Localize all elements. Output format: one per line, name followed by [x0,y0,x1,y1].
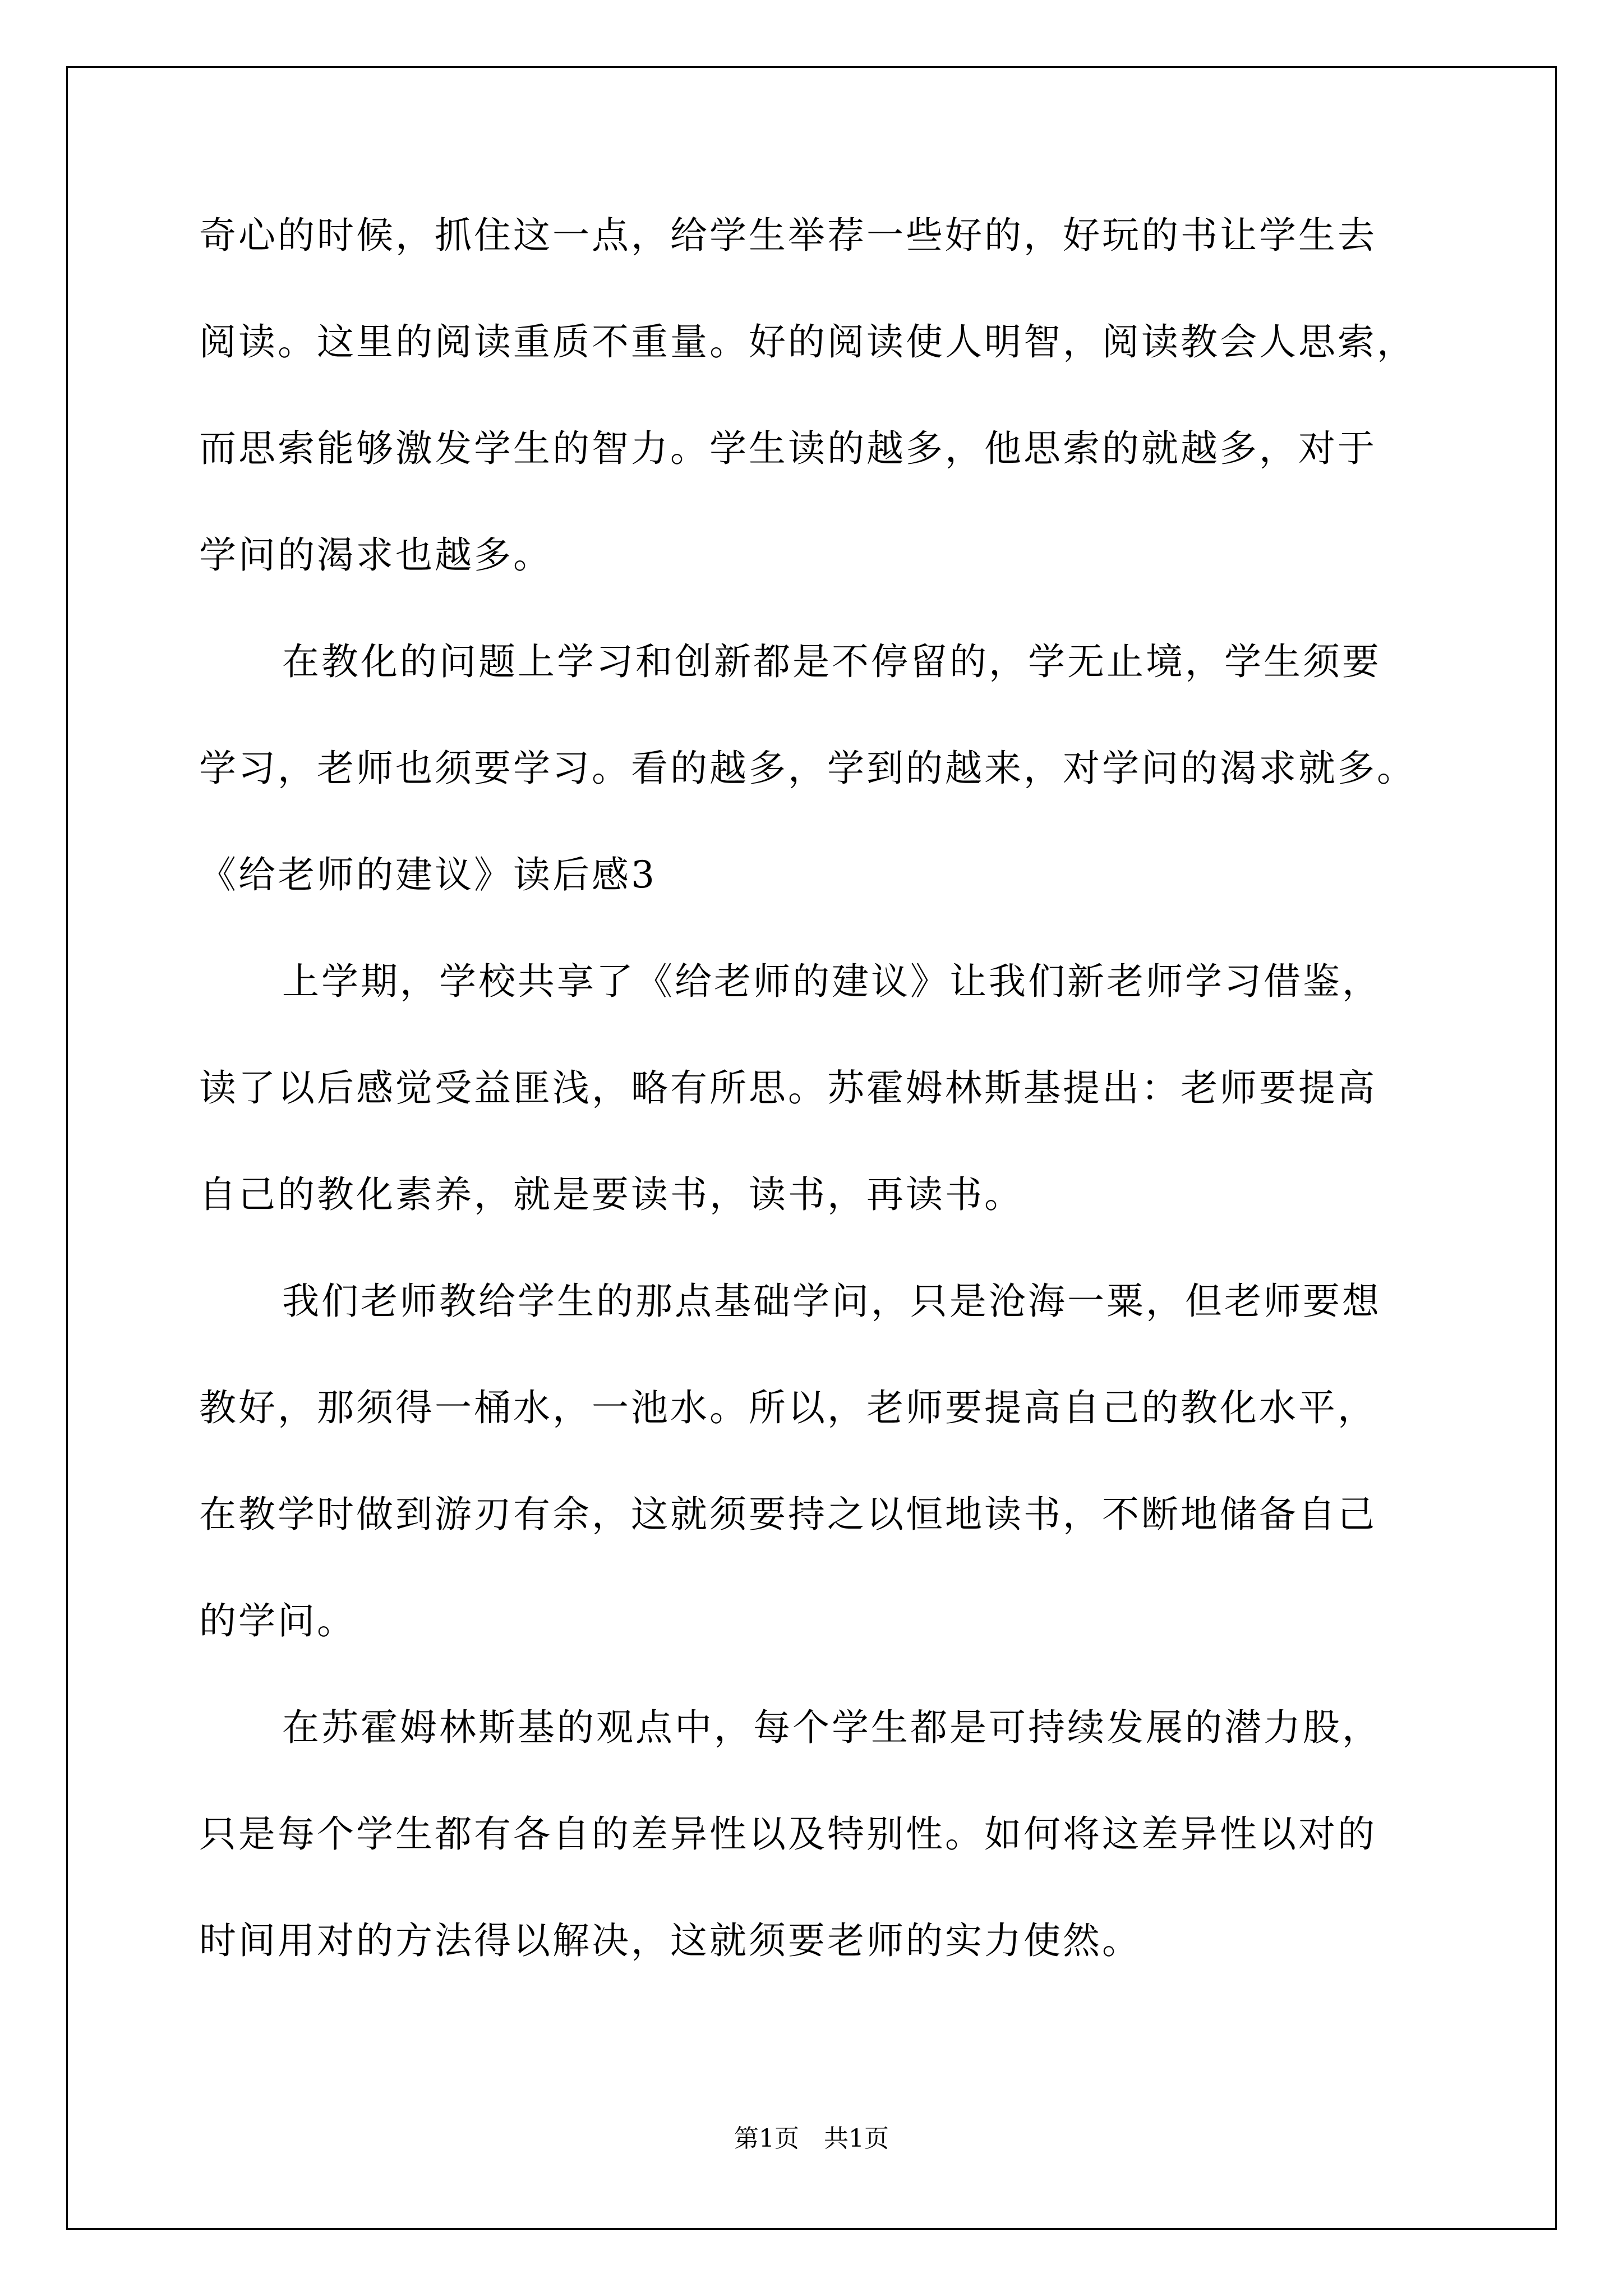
section-heading: 《给老师的建议》读后感3 [199,853,657,896]
paragraph-first-line: 上学期，学校共享了《给老师的建议》让我们新老师学习借鉴， [282,960,1381,1003]
text-line: 在教学时做到游刃有余，这就须要持之以恒地读书，不断地储备自己 [199,1493,1377,1536]
text-line: 读了以后感觉受益匪浅，略有所思。苏霍姆林斯基提出：老师要提高 [199,1066,1377,1110]
text-line: 学习，老师也须要学习。看的越多，学到的越来，对学问的渴求就多。 [199,747,1416,790]
text-line: 阅读。这里的阅读重质不重量。好的阅读使人明智，阅读教会人思索， [199,320,1416,364]
page-footer: 第1页 共1页 [734,2124,889,2153]
text-line: 自己的教化素养，就是要读书，读书，再读书。 [199,1173,1023,1216]
text-line: 时间用对的方法得以解决，这就须要老师的实力使然。 [199,1919,1141,1962]
paragraph-first-line: 我们老师教给学生的那点基础学问，只是沧海一粟，但老师要想 [282,1280,1381,1323]
text-line: 奇心的时候，抓住这一点，给学生举荐一些好的，好玩的书让学生去 [199,214,1377,257]
text-line: 的学问。 [199,1599,356,1642]
paragraph-first-line: 在苏霍姆林斯基的观点中，每个学生都是可持续发展的潜力股， [282,1706,1381,1749]
paragraph-first-line: 在教化的问题上学习和创新都是不停留的，学无止境，学生须要 [282,640,1381,683]
text-line: 只是每个学生都有各自的差异性以及特别性。如何将这差异性以对的 [199,1812,1377,1856]
text-line: 学问的渴求也越多。 [199,533,552,577]
page-frame [66,66,1557,2230]
text-line: 而思索能够激发学生的智力。学生读的越多，他思索的就越多，对于 [199,427,1377,470]
text-line: 教好，那须得一桶水，一池水。所以，老师要提高自己的教化水平， [199,1386,1377,1429]
